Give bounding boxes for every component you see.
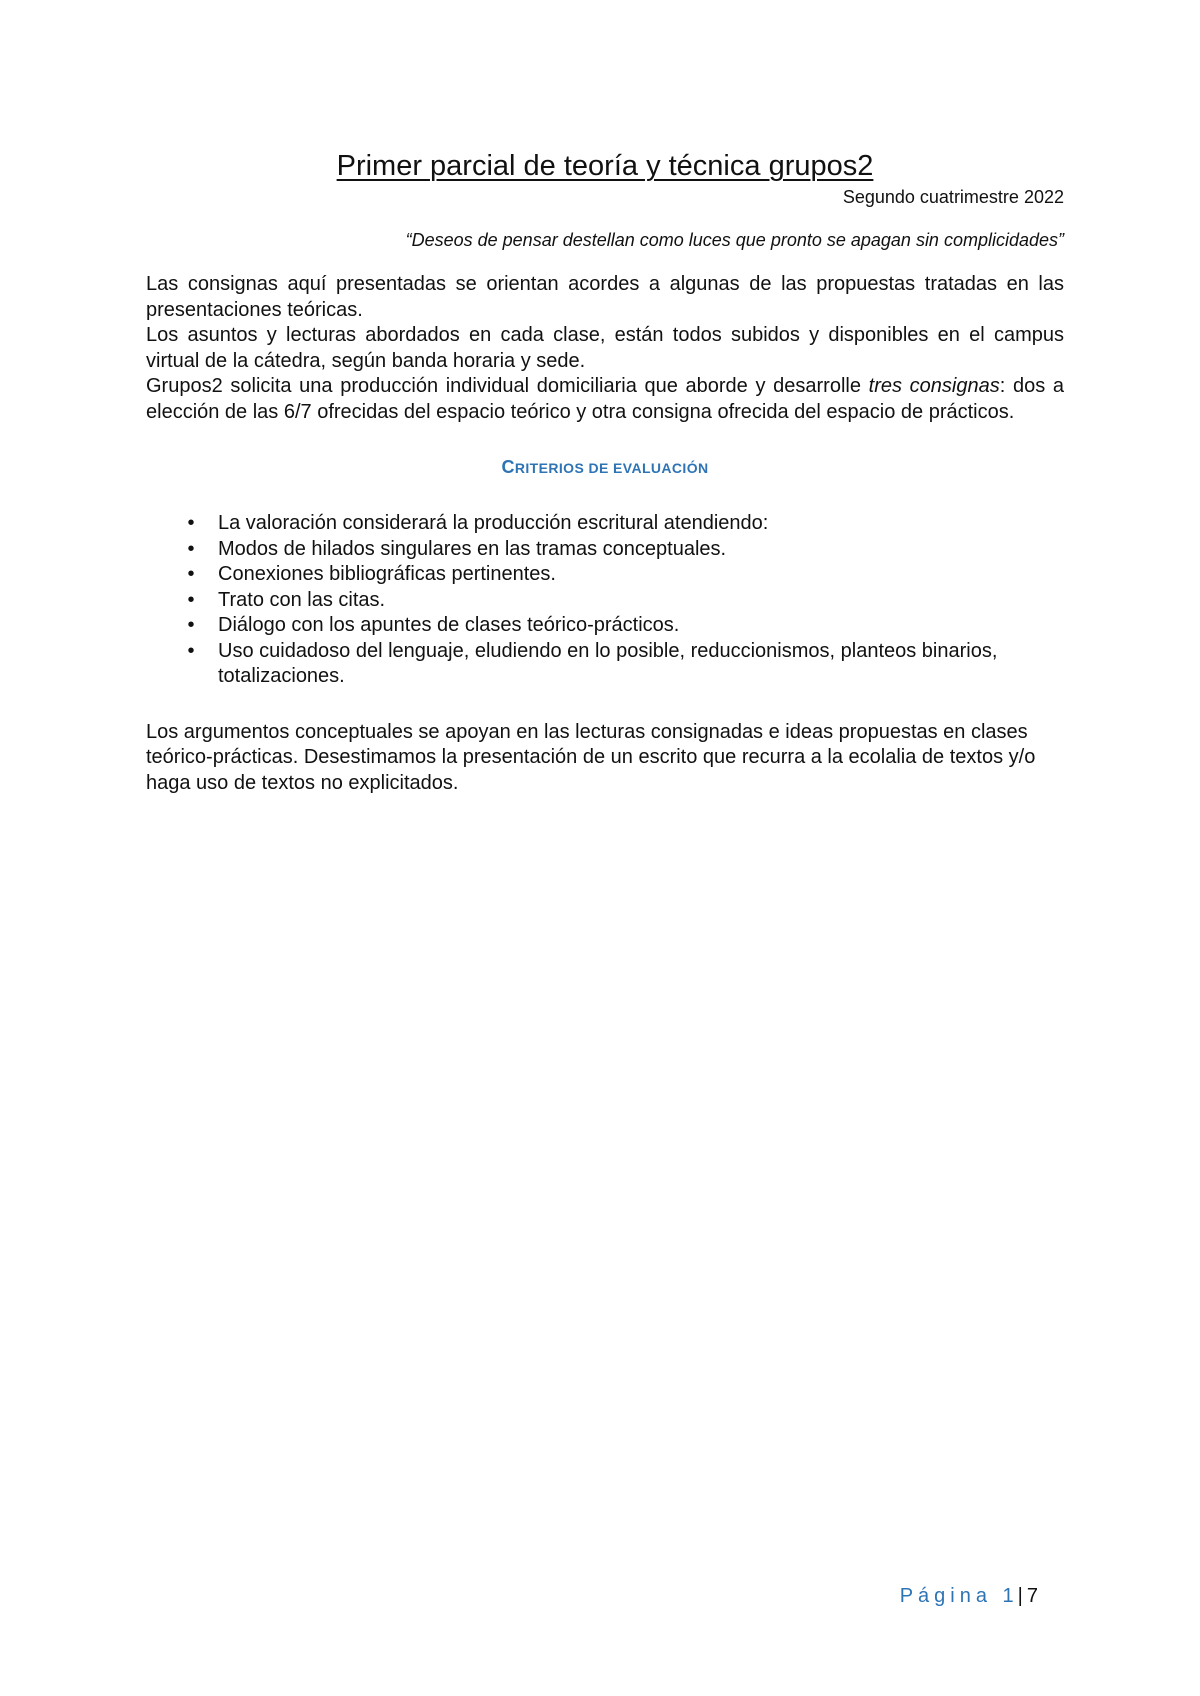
intro-paragraph-2: Los asuntos y lecturas abordados en cada clase, están todos subidos y disponibles en el campus virtual de la cátedra, según banda horaria y sede. [146, 324, 1064, 372]
bullet-icon: • [187, 639, 195, 662]
criteria-heading [146, 454, 1064, 481]
total-page-count: 7 [1026, 1585, 1038, 1607]
document-subtitle: Segundo cuatrimestre 2022 [842, 187, 1064, 207]
intro-paragraph-3-start: Grupos2 solicita una producción individual domiciliaria que aborde y desarrolle [146, 375, 869, 397]
intro-section [146, 272, 1064, 425]
list-item [146, 639, 1064, 690]
criteria-item-text: Modos de hilados singulares en las tramas conceptuales. [218, 537, 727, 560]
intro-paragraph-3 [146, 374, 1064, 425]
criteria-item-text: Diálogo con los apuntes de clases teórico-prácticos. [218, 614, 680, 636]
page-separator: | [1017, 1585, 1023, 1607]
bullet-icon: • [187, 512, 195, 534]
bullet-icon: • [187, 563, 195, 585]
page-label: Página [899, 1585, 992, 1607]
bullet-icon: • [187, 614, 195, 636]
bullet-icon: • [187, 537, 195, 560]
criteria-heading-rest: RITERIOS DE EVALUACIÓN [514, 460, 709, 476]
criteria-item-text: La valoración considerará la producción escritural atendiendo: [218, 512, 769, 534]
current-page-number: 1 [1002, 1585, 1014, 1607]
page-content [146, 148, 1064, 796]
criteria-item-text: Trato con las citas. [218, 588, 386, 611]
bullet-icon: • [187, 588, 195, 611]
criteria-item-text: Conexiones bibliográficas pertinentes. [218, 563, 556, 585]
list-item [146, 537, 1064, 563]
intro-paragraph-1: Las consignas aquí presentadas se orientan acordes a algunas de las propuestas tratadas en las presentaciones teóricas. [146, 273, 1064, 321]
list-item [146, 588, 1064, 614]
criteria-heading-initial: C [501, 457, 515, 477]
document-title: Primer parcial de teoría y técnica grupos2 [336, 150, 874, 182]
page-footer [900, 1583, 1038, 1609]
list-item [146, 511, 1064, 537]
criteria-item-text: Uso cuidadoso del lenguaje, eludiendo en lo posible, reduccionismos, planteos binarios, totalizaciones. [218, 639, 998, 687]
list-item [146, 562, 1064, 588]
intro-paragraph-3-end: : dos a elección de las 6/7 ofrecidas del espacio teórico y otra consigna ofrecida del espacio de prácticos. [146, 375, 1064, 423]
list-item [146, 613, 1064, 639]
criteria-list [146, 511, 1064, 690]
closing-paragraph: Los argumentos conceptuales se apoyan en las lecturas consignadas e ideas propuestas en clases teórico-prácticas. Desestimamos la presentación de un escrito que recurra a la ecolalia de textos y/o haga uso de textos no explicitados. [146, 720, 1036, 794]
epigraph-quote: “Deseos de pensar destellan como luces que pronto se apagan sin complicidades” [405, 230, 1064, 250]
tres-consignas-emphasis: tres consignas [868, 375, 1000, 397]
